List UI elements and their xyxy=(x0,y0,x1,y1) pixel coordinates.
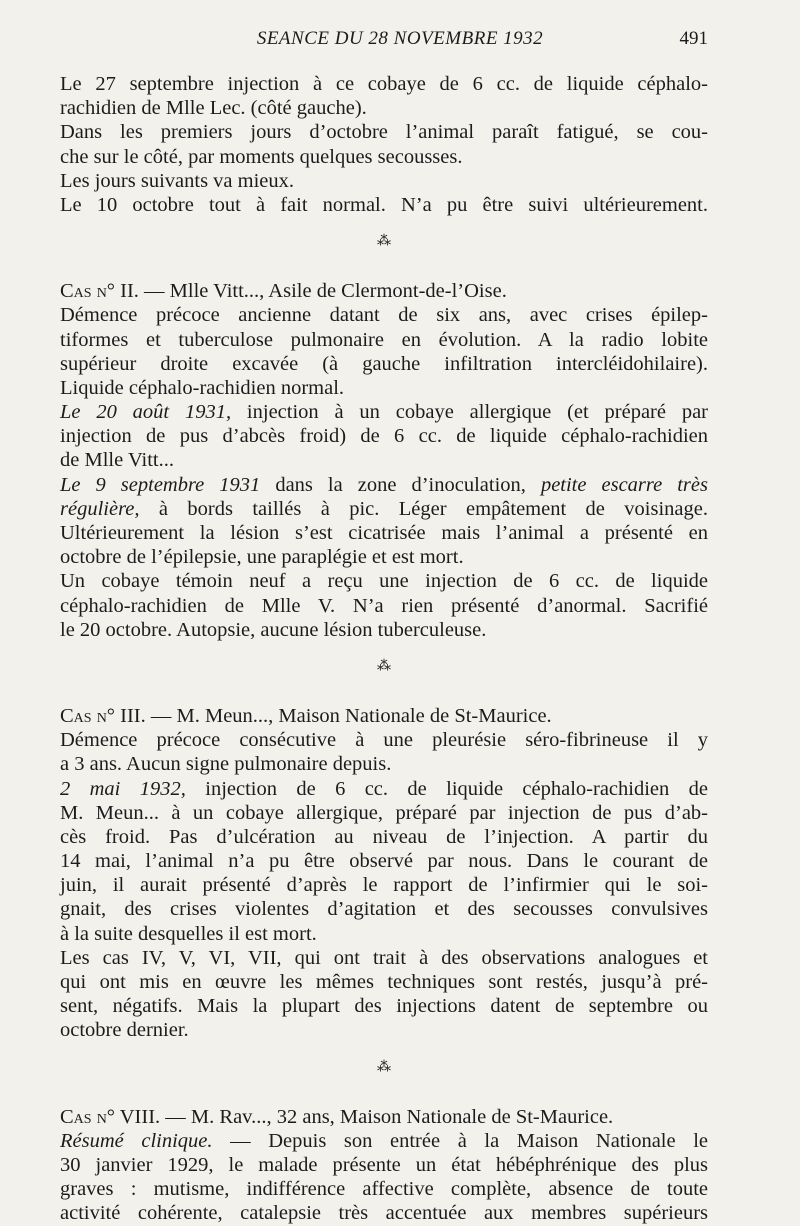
case-heading xyxy=(60,1105,708,1129)
section-separator xyxy=(60,1043,708,1105)
text-line: tiformes et tuberculose pulmonaire en évolution. A la radio lobite xyxy=(60,328,708,351)
text-line: Liquide céphalo-rachidien normal. xyxy=(60,376,345,399)
text-line: à la suite desquelles il est mort. xyxy=(60,922,317,945)
case-heading xyxy=(60,279,708,303)
text-line: de Mlle Vitt... xyxy=(60,449,174,472)
case-label: Cas n° VIII. xyxy=(60,1105,161,1128)
asterism-glyph: ⁂ xyxy=(377,1059,391,1075)
text-line: Le 10 octobre tout à fait normal. N’a pu être suivi ultérieurement. xyxy=(60,193,708,216)
text-line: che sur le côté, par moments quelques secousses. xyxy=(60,145,463,168)
text-line: supérieur droite excavée (à gauche infiltration intercléidohilaire). xyxy=(60,352,708,375)
text-line: Démence précoce consécutive à une pleurésie séro-fibrineuse il y xyxy=(60,729,708,752)
text-line xyxy=(60,1129,708,1153)
case-heading xyxy=(60,704,708,728)
text-line: Le 27 septembre injection à ce cobaye de 6 cc. de liquide céphalo- xyxy=(60,73,708,95)
text-line xyxy=(60,777,708,801)
section-separator xyxy=(60,642,708,704)
text-line xyxy=(60,473,708,497)
text-line: octobre dernier. xyxy=(60,1019,189,1042)
text-line: a 3 ans. Aucun signe pulmonaire depuis. xyxy=(60,753,392,776)
text-line: juin, il aurait présenté d’après le rapport de l’infirmier qui le soi- xyxy=(60,874,708,897)
text-line: M. Meun... à un cobaye allergique, préparé par injection de pus d’ab- xyxy=(60,801,708,824)
text-line: Un cobaye témoin neuf a reçu une injection de 6 cc. de liquide xyxy=(60,570,708,593)
case-label: Cas n° III. xyxy=(60,704,146,727)
text-line: injection de pus d’abcès froid) de 6 cc. de liquide céphalo-rachidien xyxy=(60,425,708,448)
case-heading-text: — M. Meun..., Maison Nationale de St-Maurice. xyxy=(145,704,552,727)
text-line: octobre de l’épilepsie, une paraplégie et est mort. xyxy=(60,546,464,569)
body-text xyxy=(60,72,708,1226)
date-italic: Le 9 septembre 1931 xyxy=(60,473,261,496)
text-line: qui ont mis en œuvre les mêmes techniques sont restés, jusqu’à pré- xyxy=(60,971,708,993)
running-title: SEANCE DU 28 NOVEMBRE 1932 xyxy=(256,28,544,49)
text-line: Démence précoce ancienne datant de six ans, avec crises épilep- xyxy=(60,304,708,327)
text-span: à bords taillés à pic. Léger empâtement de voisinage. xyxy=(139,497,708,520)
text-line: gnait, des crises violentes d’agitation et des secousses convulsives xyxy=(60,898,708,921)
case-label: Cas n° II. xyxy=(60,280,139,303)
case-heading-text: — M. Rav..., 32 ans, Maison Nationale de St-Maurice. xyxy=(160,1105,614,1128)
text-line: Dans les premiers jours d’octobre l’animal paraît fatigué, se cou- xyxy=(60,121,708,144)
text-line: le 20 octobre. Autopsie, aucune lésion tuberculeuse. xyxy=(60,618,487,641)
text-line: Ultérieurement la lésion s’est cicatrisée mais l’animal a présenté en xyxy=(60,522,708,544)
case-heading-text: — Mlle Vitt..., Asile de Clermont-de-l’Oise. xyxy=(138,280,507,303)
date-italic: Le 20 août 1931, xyxy=(60,401,232,424)
asterism-glyph: ⁂ xyxy=(377,234,391,250)
text-line: Les jours suivants va mieux. xyxy=(60,169,295,192)
text-span: — Depuis son entrée à la Maison Nationale le xyxy=(212,1129,709,1152)
text-span: injection de 6 cc. de liquide céphalo-rachidien de xyxy=(185,777,708,800)
text-line: activité cohérente, catalepsie très accentuée aux membres supérieurs xyxy=(60,1202,708,1225)
text-line: graves : mutisme, indifférence affective complète, absence de toute xyxy=(60,1178,708,1201)
text-line xyxy=(60,400,708,424)
text-line xyxy=(60,497,708,521)
page-number: 491 xyxy=(679,28,708,49)
italic-span: régulière, xyxy=(60,497,140,520)
italic-span: petite escarre très xyxy=(540,473,708,496)
text-span: dans la zone d’inoculation, xyxy=(260,473,541,496)
text-line: 30 janvier 1929, le malade présente un état hébéphrénique des plus xyxy=(60,1153,708,1176)
asterism-glyph: ⁂ xyxy=(377,658,391,674)
italic-span: Résumé clinique. xyxy=(60,1129,213,1152)
text-line: céphalo-rachidien de Mlle V. N’a rien présenté d’anormal. Sacrifié xyxy=(60,594,708,617)
running-header xyxy=(0,28,800,58)
text-line: rachidien de Mlle Lec. (côté gauche). xyxy=(60,97,367,120)
text-line: cès froid. Pas d’ulcération au niveau de l’injection. A partir du xyxy=(60,825,708,848)
section-separator xyxy=(60,217,708,279)
text-line: Les cas IV, V, VI, VII, qui ont trait à des observations analogues et xyxy=(60,946,708,969)
text-line: 14 mai, l’animal n’a pu être observé par nous. Dans le courant de xyxy=(60,850,708,873)
text-line: sent, négatifs. Mais la plupart des injections datent de septembre ou xyxy=(60,995,708,1018)
date-italic: 2 mai 1932, xyxy=(60,777,186,800)
text-span: injection à un cobaye allergique (et préparé par xyxy=(231,401,708,424)
